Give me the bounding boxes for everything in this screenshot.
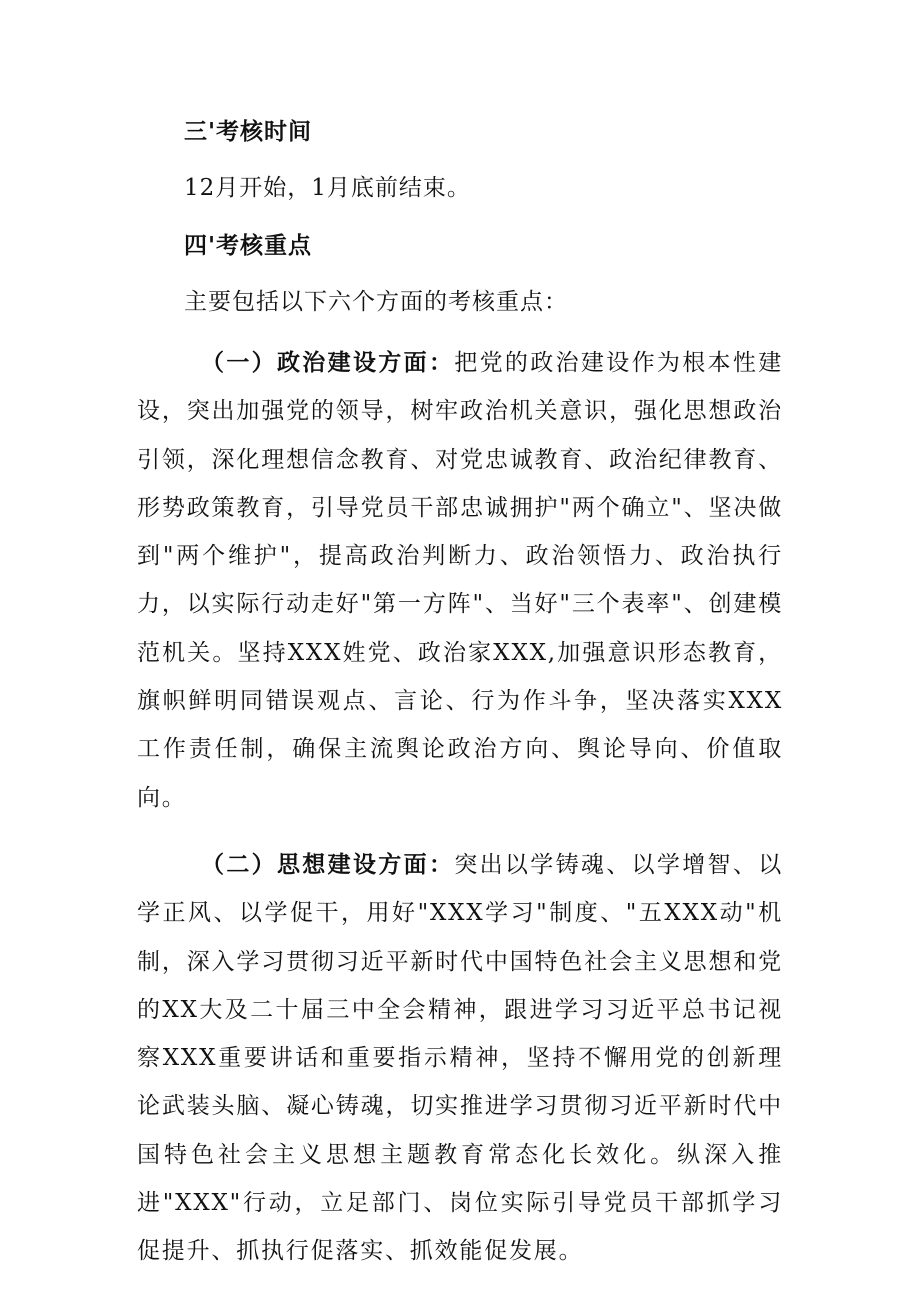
- focus-intro-text: 主要包括以下六个方面的考核重点：: [184, 289, 568, 315]
- section-heading-schedule: 三'考核时间: [184, 118, 313, 145]
- paragraph-label: （一）政治建设方面：: [201, 349, 455, 376]
- document-body: [137, 103, 783, 1276]
- section-heading-focus: 四'考核重点: [184, 232, 313, 259]
- paragraph-text: 突出以学铸魂、以学增智、以学正风、以学促干，用好"XXX学习"制度、"五XXX动"机制，深入学习贯彻习近平新时代中国特色社会主义思想和党的XX大及二十届三中全会精神，跟进学习习近平总书记视察XXX重要讲话和重要指示精神，坚持不懈用党的创新理论武装头脑、凝心铸魂，切实推进学习贯彻习近平新时代中国特色社会主义思想主题教育常态化长效化。纵深入推进"XXX"行动，立足部门、岗位实际引导党员干部抓学习促提升、抓执行促落实、抓效能促发展。: [137, 851, 784, 1265]
- paragraph-political-building: [137, 339, 783, 822]
- schedule-text: 12月开始，1月底前结束。: [184, 175, 471, 201]
- paragraph-label: （二）思想建设方面：: [201, 850, 455, 878]
- paragraph-text: 把党的政治建设作为根本性建设，突出加强党的领导，树牢政治机关意识，强化思想政治引领，深化理想信念教育、对党忠诚教育、政治纪律教育、形势政策教育，引导党员干部忠诚拥护"两个确立"、坚决做到"两个维护"，提高政治判断力、政治领悟力、政治执行力，以实际行动走好"第一方阵"、当好"三个表率"、创建模范机关。坚持XXX姓党、政治家XXX,加强意识形态教育，旗帜鲜明同错误观点、言论、行为作斗争，坚决落实XXX工作责任制，确保主流舆论政治方向、舆论导向、价值取向。: [137, 350, 784, 811]
- paragraph-ideological-building: [137, 841, 783, 1276]
